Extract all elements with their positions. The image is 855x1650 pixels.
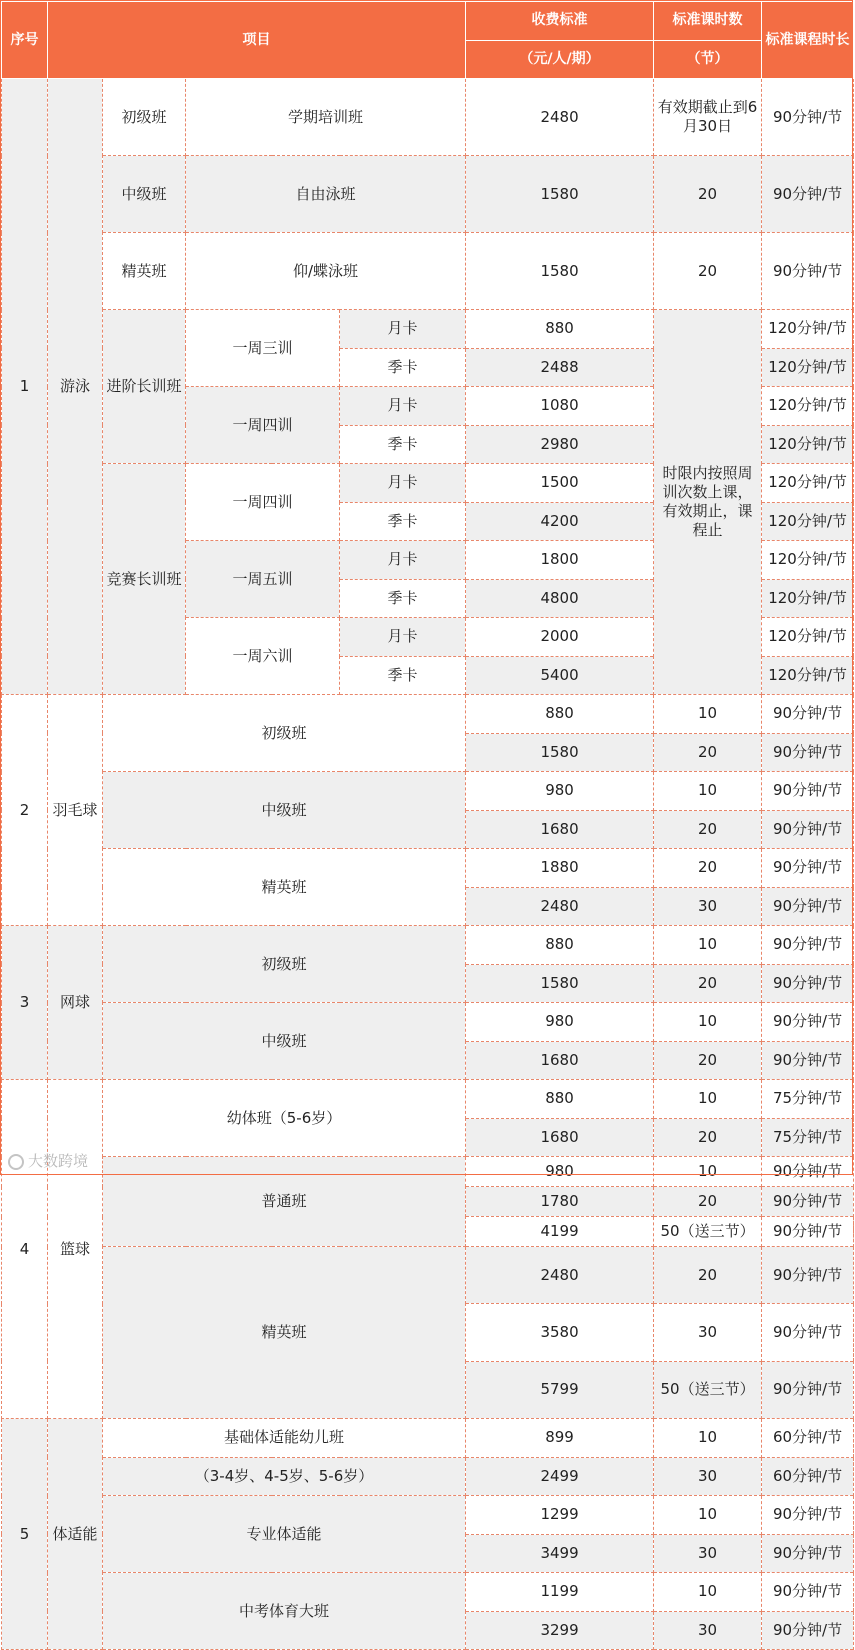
lessons-cell: 30 [654,1534,762,1573]
fee-cell: 3499 [466,1534,654,1573]
header-lessons-unit: （节） [654,40,762,79]
duration-cell: 90分钟/节 [762,156,854,233]
frequency-cell: 一周四训 [186,464,340,541]
fee-cell: 899 [466,1419,654,1458]
table-row [2,310,854,349]
fee-cell: 5400 [466,656,654,695]
table-row [2,695,854,734]
table-row [2,772,854,811]
fee-cell: 2000 [466,618,654,657]
duration-cell: 90分钟/节 [762,733,854,772]
row-number: 5 [2,1419,48,1650]
class-name: 竞赛长训班 [103,464,186,695]
watermark-logo-icon [8,1154,24,1170]
class-name: 专业体适能 [103,1496,466,1573]
sport-name: 羽毛球 [48,695,103,926]
lessons-cell: 30 [654,887,762,926]
header-duration: 标准课程时长 [762,2,854,79]
header-fee: 收费标准 [466,2,654,41]
lessons-cell: 30 [654,1457,762,1496]
card-type: 季卡 [340,502,466,541]
card-type: 月卡 [340,618,466,657]
fee-cell: 2980 [466,425,654,464]
fee-cell: 1580 [466,156,654,233]
class-desc: 学期培训班 [186,79,466,156]
duration-cell: 90分钟/节 [762,1041,854,1080]
fee-cell: 1680 [466,1041,654,1080]
card-type: 季卡 [340,425,466,464]
duration-cell: 120分钟/节 [762,425,854,464]
fee-cell: 880 [466,926,654,965]
card-type: 季卡 [340,656,466,695]
duration-cell: 120分钟/节 [762,348,854,387]
duration-cell: 90分钟/节 [762,233,854,310]
fee-cell: 4199 [466,1217,654,1247]
fee-cell: 1580 [466,233,654,310]
duration-cell: 120分钟/节 [762,464,854,503]
card-type: 季卡 [340,348,466,387]
header-lessons: 标准课时数 [654,2,762,41]
fee-cell: 880 [466,310,654,349]
table-row [2,926,854,965]
duration-cell: 90分钟/节 [762,1611,854,1650]
sport-name: 体适能 [48,1419,103,1650]
fee-cell: 980 [466,772,654,811]
fee-cell: 1680 [466,810,654,849]
watermark [8,1150,88,1171]
fee-cell: 1500 [466,464,654,503]
lessons-cell: 10 [654,1157,762,1187]
fee-cell: 2488 [466,348,654,387]
header-seq: 序号 [2,2,48,79]
duration-cell: 90分钟/节 [762,1187,854,1217]
duration-cell: 60分钟/节 [762,1419,854,1458]
card-type: 月卡 [340,464,466,503]
row-number: 1 [2,79,48,695]
card-type: 月卡 [340,310,466,349]
fee-cell: 880 [466,1080,654,1119]
table-row [2,1157,854,1187]
table-row [2,79,854,156]
fee-cell: 1299 [466,1496,654,1535]
lessons-cell: 30 [654,1611,762,1650]
lessons-cell: 30 [654,1304,762,1361]
duration-cell: 90分钟/节 [762,964,854,1003]
lessons-cell: 20 [654,964,762,1003]
duration-cell: 90分钟/节 [762,887,854,926]
class-name: 中考体育大班 [103,1573,466,1650]
frequency-cell: 一周三训 [186,310,340,387]
fee-cell: 2480 [466,1247,654,1304]
class-name: 中级班 [103,156,186,233]
class-name: 基础体适能幼儿班 [103,1419,466,1458]
frequency-cell: 一周五训 [186,541,340,618]
duration-cell: 75分钟/节 [762,1118,854,1157]
sport-name: 篮球 [48,1080,103,1419]
duration-cell: 90分钟/节 [762,1496,854,1535]
fee-cell: 1580 [466,733,654,772]
row-number: 2 [2,695,48,926]
duration-cell: 90分钟/节 [762,1573,854,1612]
fee-cell: 1780 [466,1187,654,1217]
validity-note: 时限内按照周训次数上课，有效期止，课程止 [654,310,762,695]
table-row [2,156,854,233]
class-name: 初级班 [103,79,186,156]
lessons-cell: 20 [654,1041,762,1080]
duration-cell: 90分钟/节 [762,1217,854,1247]
lessons-cell: 10 [654,1496,762,1535]
table-row [2,1003,854,1042]
duration-cell: 120分钟/节 [762,502,854,541]
duration-cell: 120分钟/节 [762,618,854,657]
lessons-cell: 20 [654,1118,762,1157]
duration-cell: 120分钟/节 [762,387,854,426]
fee-cell: 1580 [466,964,654,1003]
lessons-cell: 20 [654,1187,762,1217]
duration-cell: 120分钟/节 [762,541,854,580]
fee-cell: 880 [466,695,654,734]
sport-name: 游泳 [48,79,103,695]
row-number: 3 [2,926,48,1080]
duration-cell: 90分钟/节 [762,849,854,888]
class-name: 幼体班（5-6岁） [103,1080,466,1157]
duration-cell: 90分钟/节 [762,1003,854,1042]
duration-cell: 90分钟/节 [762,1534,854,1573]
duration-cell: 75分钟/节 [762,1080,854,1119]
class-name: 初级班 [103,926,466,1003]
lessons-cell: 20 [654,733,762,772]
frequency-cell: 一周四训 [186,387,340,464]
lessons-cell: 10 [654,772,762,811]
fee-cell: 2480 [466,887,654,926]
fee-cell: 980 [466,1157,654,1187]
table-row [2,1080,854,1119]
card-type: 季卡 [340,579,466,618]
frequency-cell: 一周六训 [186,618,340,695]
lessons-cell: 20 [654,810,762,849]
class-name: 进阶长训班 [103,310,186,464]
sport-name: 网球 [48,926,103,1080]
class-desc: 自由泳班 [186,156,466,233]
duration-cell: 90分钟/节 [762,1304,854,1361]
lessons-cell: 20 [654,156,762,233]
lessons-cell: 10 [654,1080,762,1119]
class-name: 精英班 [103,1247,466,1419]
table-row [2,1247,854,1304]
card-type: 月卡 [340,387,466,426]
duration-cell: 60分钟/节 [762,1457,854,1496]
fee-cell: 980 [466,1003,654,1042]
table-row [2,849,854,888]
fee-table [1,1,854,1650]
class-name: 中级班 [103,772,466,849]
table-header [2,2,854,79]
duration-cell: 120分钟/节 [762,310,854,349]
class-name: 普通班 [103,1157,466,1247]
fee-cell: 3299 [466,1611,654,1650]
duration-cell: 120分钟/节 [762,579,854,618]
lessons-cell: 10 [654,1419,762,1458]
fee-cell: 1880 [466,849,654,888]
lessons-cell: 10 [654,926,762,965]
lessons-cell: 有效期截止到6月30日 [654,79,762,156]
lessons-cell: 20 [654,233,762,310]
watermark-text: 大数跨境 [28,1152,89,1170]
table-row [2,233,854,310]
duration-cell: 90分钟/节 [762,926,854,965]
class-name: 初级班 [103,695,466,772]
lessons-cell: 50（送三节） [654,1361,762,1418]
fee-cell: 5799 [466,1361,654,1418]
table-row [2,1496,854,1535]
lessons-cell: 50（送三节） [654,1217,762,1247]
duration-cell: 90分钟/节 [762,772,854,811]
fee-cell: 1680 [466,1118,654,1157]
lessons-cell: 20 [654,849,762,888]
card-type: 月卡 [340,541,466,580]
fee-cell: 3580 [466,1304,654,1361]
duration-cell: 90分钟/节 [762,1247,854,1304]
table-row [2,1419,854,1458]
duration-cell: 90分钟/节 [762,810,854,849]
class-desc: 仰/蝶泳班 [186,233,466,310]
fee-cell: 2499 [466,1457,654,1496]
fee-cell: 1080 [466,387,654,426]
class-name: 中级班 [103,1003,466,1080]
fee-cell: 4800 [466,579,654,618]
fee-cell: 4200 [466,502,654,541]
header-fee-unit: （元/人/期） [466,40,654,79]
table-row [2,1457,854,1496]
class-age-range: （3-4岁、4-5岁、5-6岁） [103,1457,466,1496]
fee-cell: 1800 [466,541,654,580]
fee-cell: 2480 [466,79,654,156]
lessons-cell: 10 [654,695,762,734]
lessons-cell: 10 [654,1573,762,1612]
lessons-cell: 10 [654,1003,762,1042]
header-item: 项目 [48,2,466,79]
duration-cell: 90分钟/节 [762,1361,854,1418]
row-number: 4 [2,1080,48,1419]
class-name: 精英班 [103,849,466,926]
lessons-cell: 20 [654,1247,762,1304]
duration-cell: 90分钟/节 [762,695,854,734]
fee-cell: 1199 [466,1573,654,1612]
duration-cell: 90分钟/节 [762,79,854,156]
duration-cell: 120分钟/节 [762,656,854,695]
table-row [2,1573,854,1612]
class-name: 精英班 [103,233,186,310]
duration-cell: 90分钟/节 [762,1157,854,1187]
